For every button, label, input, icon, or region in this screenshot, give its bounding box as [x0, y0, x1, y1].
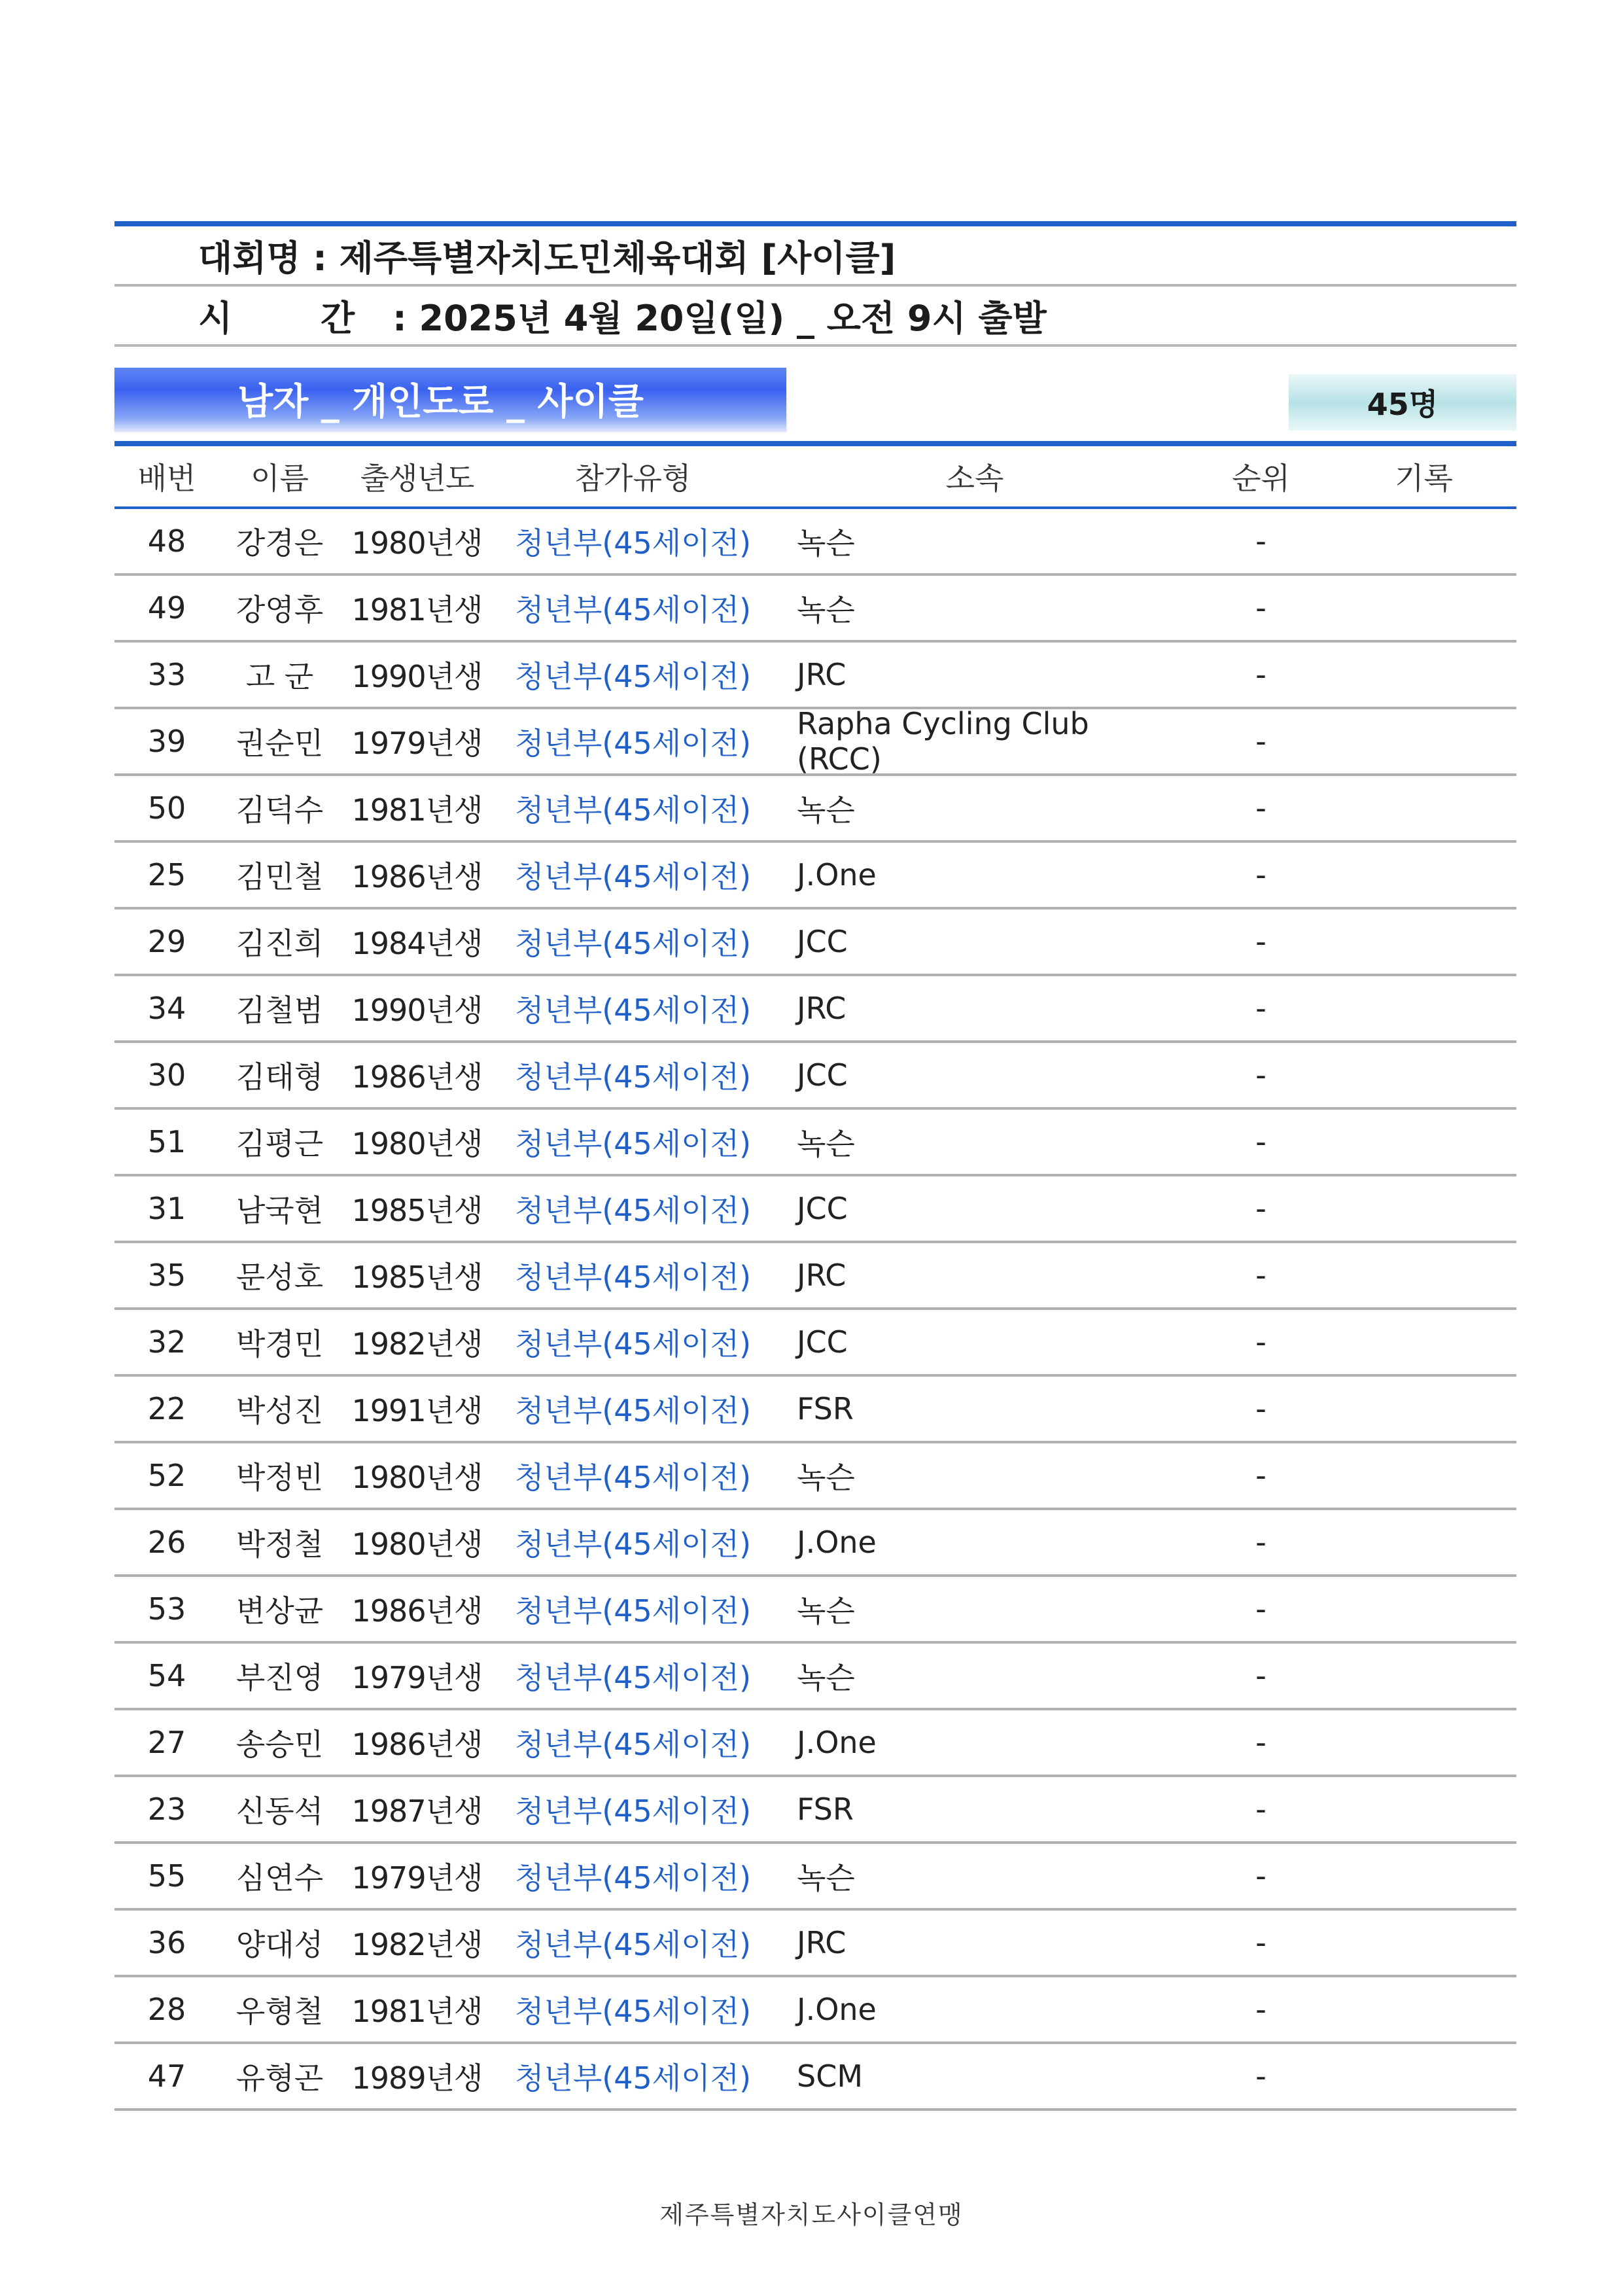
cell-type: 청년부(45세이전) [514, 1527, 752, 1562]
cell-club: 녹슨 [797, 1593, 855, 1629]
cell-num: 22 [147, 1391, 186, 1426]
cell-rank: - [1255, 1391, 1266, 1426]
cell-type: 청년부(45세이전) [514, 2060, 752, 2096]
table-row [114, 1243, 1516, 1310]
cell-num: 47 [147, 2058, 186, 2094]
cell-name: 김평근 [236, 1126, 324, 1161]
cell-year: 1979년생 [351, 1660, 483, 1695]
cell-club: JCC [797, 1057, 848, 1093]
cell-year: 1990년생 [351, 993, 483, 1028]
cell-type: 청년부(45세이전) [514, 1660, 752, 1695]
cell-rank: - [1255, 657, 1266, 692]
table-top-rule [114, 441, 1516, 446]
cell-year: 1991년생 [351, 1393, 483, 1428]
cell-name: 강영후 [236, 592, 324, 627]
cell-year: 1982년생 [351, 1326, 483, 1362]
cell-club: J.One [797, 1725, 877, 1760]
table-row [114, 843, 1516, 910]
cell-club: J.One [797, 1992, 877, 2027]
cell-rank: - [1255, 523, 1266, 559]
cell-num: 55 [147, 1858, 186, 1894]
participant-count: 45명 [1289, 374, 1516, 431]
table-row [114, 1911, 1516, 1977]
cell-name: 강경은 [236, 525, 324, 561]
cell-year: 1985년생 [351, 1260, 483, 1295]
cell-name: 변상균 [236, 1593, 324, 1629]
cell-club: 녹슨 [797, 592, 855, 627]
cell-rank: - [1255, 1725, 1266, 1760]
cell-name: 신동석 [236, 1793, 324, 1829]
cell-year: 1986년생 [351, 1059, 483, 1095]
cell-type: 청년부(45세이전) [514, 1059, 752, 1095]
category-bar [114, 347, 1516, 441]
cell-year: 1986년생 [351, 859, 483, 894]
header-year: 출생년도 [360, 461, 474, 496]
cell-type: 청년부(45세이전) [514, 993, 752, 1028]
cell-type: 청년부(45세이전) [514, 1994, 752, 2029]
cell-club: FSR [797, 1792, 854, 1827]
cell-num: 53 [147, 1591, 186, 1627]
cell-type: 청년부(45세이전) [514, 792, 752, 828]
cell-name: 박정철 [236, 1527, 324, 1562]
cell-num: 50 [147, 790, 186, 826]
table-row [114, 509, 1516, 576]
table-row [114, 1710, 1516, 1777]
cell-name: 양대성 [236, 1927, 324, 1962]
cell-num: 48 [147, 523, 186, 559]
category-name: 남자 _ 개인도로 _ 사이클 [114, 368, 786, 431]
cell-year: 1990년생 [351, 659, 483, 694]
cell-num: 26 [147, 1525, 186, 1560]
cell-year: 1981년생 [351, 792, 483, 828]
event-name-row [114, 226, 1516, 287]
table-body [114, 509, 1516, 2111]
cell-year: 1984년생 [351, 926, 483, 961]
cell-name: 김태형 [236, 1059, 324, 1095]
cell-name: 김덕수 [236, 792, 324, 828]
cell-type: 청년부(45세이전) [514, 659, 752, 694]
cell-type: 청년부(45세이전) [514, 1460, 752, 1495]
cell-name: 송승민 [236, 1727, 324, 1762]
cell-num: 49 [147, 590, 186, 626]
cell-club: JRC [797, 1925, 846, 1960]
cell-type: 청년부(45세이전) [514, 525, 752, 561]
cell-club: 녹슨 [797, 1860, 855, 1896]
cell-type: 청년부(45세이전) [514, 1793, 752, 1829]
cell-type: 청년부(45세이전) [514, 592, 752, 627]
cell-name: 심연수 [236, 1860, 324, 1896]
cell-num: 31 [147, 1191, 186, 1226]
cell-rank: - [1255, 1658, 1266, 1693]
table-row [114, 1777, 1516, 1844]
table-row [114, 706, 1516, 777]
event-name: 대회명 : 제주특별자치도민체육대회 [사이클] [198, 237, 896, 279]
cell-year: 1985년생 [351, 1193, 483, 1228]
table-row [114, 1977, 1516, 2044]
table-row [114, 976, 1516, 1043]
cell-rank: - [1255, 924, 1266, 959]
cell-year: 1981년생 [351, 1994, 483, 2029]
cell-type: 청년부(45세이전) [514, 1860, 752, 1896]
cell-num: 25 [147, 857, 186, 892]
table-row [114, 1310, 1516, 1377]
cell-num: 36 [147, 1925, 186, 1960]
cell-rank: - [1255, 724, 1266, 759]
cell-club: JCC [797, 1191, 848, 1226]
cell-club: J.One [797, 857, 877, 892]
cell-rank: - [1255, 991, 1266, 1026]
cell-rank: - [1255, 1525, 1266, 1560]
table-row [114, 1644, 1516, 1710]
cell-num: 34 [147, 991, 186, 1026]
cell-name: 권순민 [236, 726, 324, 761]
cell-year: 1987년생 [351, 1793, 483, 1829]
header-num: 배번 [137, 461, 196, 496]
cell-name: 김민철 [236, 859, 324, 894]
cell-name: 박성진 [236, 1393, 324, 1428]
cell-rank: - [1255, 1925, 1266, 1960]
cell-type: 청년부(45세이전) [514, 1260, 752, 1295]
cell-rank: - [1255, 1191, 1266, 1226]
header-type: 참가유형 [574, 461, 691, 496]
cell-type: 청년부(45세이전) [514, 1927, 752, 1962]
cell-club: JCC [797, 1324, 848, 1360]
cell-rank: - [1255, 1258, 1266, 1293]
table-header [114, 446, 1516, 509]
cell-name: 김철범 [236, 993, 324, 1028]
cell-num: 27 [147, 1725, 186, 1760]
cell-num: 35 [147, 1258, 186, 1293]
table-row [114, 1176, 1516, 1243]
header-club: 소속 [945, 461, 1004, 496]
cell-type: 청년부(45세이전) [514, 1727, 752, 1762]
cell-rank: - [1255, 2058, 1266, 2094]
header-rank: 순위 [1232, 461, 1290, 496]
event-time-row [114, 287, 1516, 347]
cell-club: 녹슨 [797, 1460, 855, 1495]
table-row [114, 1510, 1516, 1577]
cell-name: 남국현 [236, 1193, 324, 1228]
cell-name: 김진희 [236, 926, 324, 961]
table-row [114, 1043, 1516, 1110]
cell-num: 52 [147, 1458, 186, 1493]
cell-club: J.One [797, 1525, 877, 1560]
cell-club: 녹슨 [797, 1660, 855, 1695]
cell-num: 30 [147, 1057, 186, 1093]
cell-club: 녹슨 [797, 792, 855, 828]
cell-year: 1980년생 [351, 1126, 483, 1161]
cell-rank: - [1255, 590, 1266, 626]
cell-num: 51 [147, 1124, 186, 1159]
cell-num: 39 [147, 724, 186, 759]
cell-name: 문성호 [236, 1260, 324, 1295]
time-label: 시 간 [198, 297, 393, 339]
table-row [114, 1443, 1516, 1510]
cell-type: 청년부(45세이전) [514, 726, 752, 761]
cell-year: 1981년생 [351, 592, 483, 627]
table-row [114, 776, 1516, 843]
cell-club: JRC [797, 657, 846, 692]
document-frame [114, 221, 1516, 2111]
table-row [114, 576, 1516, 643]
table-row [114, 1577, 1516, 1644]
cell-num: 54 [147, 1658, 186, 1693]
cell-year: 1982년생 [351, 1927, 483, 1962]
cell-rank: - [1255, 1057, 1266, 1093]
table-row [114, 910, 1516, 976]
table-row [114, 1844, 1516, 1911]
table-row [114, 2044, 1516, 2111]
cell-type: 청년부(45세이전) [514, 1326, 752, 1362]
cell-club: FSR [797, 1391, 854, 1426]
cell-club: SCM [797, 2058, 864, 2094]
footer-organization: 제주특별자치도사이클연맹 [659, 2200, 964, 2229]
top-blue-rule [114, 221, 1516, 226]
time-value: : 2025년 4월 20일(일) _ 오전 9시 출발 [393, 297, 1047, 339]
cell-type: 청년부(45세이전) [514, 1593, 752, 1629]
cell-num: 28 [147, 1992, 186, 2027]
cell-club: 녹슨 [797, 1126, 855, 1161]
cell-rank: - [1255, 1324, 1266, 1360]
cell-club: 녹슨 [797, 525, 855, 561]
cell-rank: - [1255, 790, 1266, 826]
cell-year: 1979년생 [351, 726, 483, 761]
cell-type: 청년부(45세이전) [514, 926, 752, 961]
cell-rank: - [1255, 1992, 1266, 2027]
cell-rank: - [1255, 1858, 1266, 1894]
cell-name: 박경민 [236, 1326, 324, 1362]
cell-type: 청년부(45세이전) [514, 1193, 752, 1228]
cell-name: 부진영 [236, 1660, 324, 1695]
cell-year: 1980년생 [351, 1460, 483, 1495]
cell-type: 청년부(45세이전) [514, 1126, 752, 1161]
cell-year: 1986년생 [351, 1593, 483, 1629]
cell-rank: - [1255, 1124, 1266, 1159]
table-row [114, 1110, 1516, 1176]
cell-club: JRC [797, 991, 846, 1026]
table-row [114, 643, 1516, 709]
cell-name: 고 군 [245, 659, 314, 694]
header-record: 기록 [1395, 461, 1453, 496]
cell-name: 박정빈 [236, 1460, 324, 1495]
cell-club: JCC [797, 924, 848, 959]
cell-rank: - [1255, 1792, 1266, 1827]
header-name: 이름 [251, 461, 309, 496]
cell-num: 32 [147, 1324, 186, 1360]
cell-club: JRC [797, 1258, 846, 1293]
cell-year: 1980년생 [351, 525, 483, 561]
cell-name: 우형철 [236, 1994, 324, 2029]
cell-num: 23 [147, 1792, 186, 1827]
cell-club: Rapha Cycling Club (RCC) [797, 706, 1089, 777]
cell-year: 1980년생 [351, 1527, 483, 1562]
cell-type: 청년부(45세이전) [514, 859, 752, 894]
cell-year: 1986년생 [351, 1727, 483, 1762]
cell-year: 1979년생 [351, 1860, 483, 1896]
cell-num: 33 [147, 657, 186, 692]
cell-rank: - [1255, 1458, 1266, 1493]
cell-name: 유형곤 [236, 2060, 324, 2096]
table-row [114, 1377, 1516, 1443]
cell-rank: - [1255, 1591, 1266, 1627]
cell-rank: - [1255, 857, 1266, 892]
cell-year: 1989년생 [351, 2060, 483, 2096]
cell-type: 청년부(45세이전) [514, 1393, 752, 1428]
cell-num: 29 [147, 924, 186, 959]
